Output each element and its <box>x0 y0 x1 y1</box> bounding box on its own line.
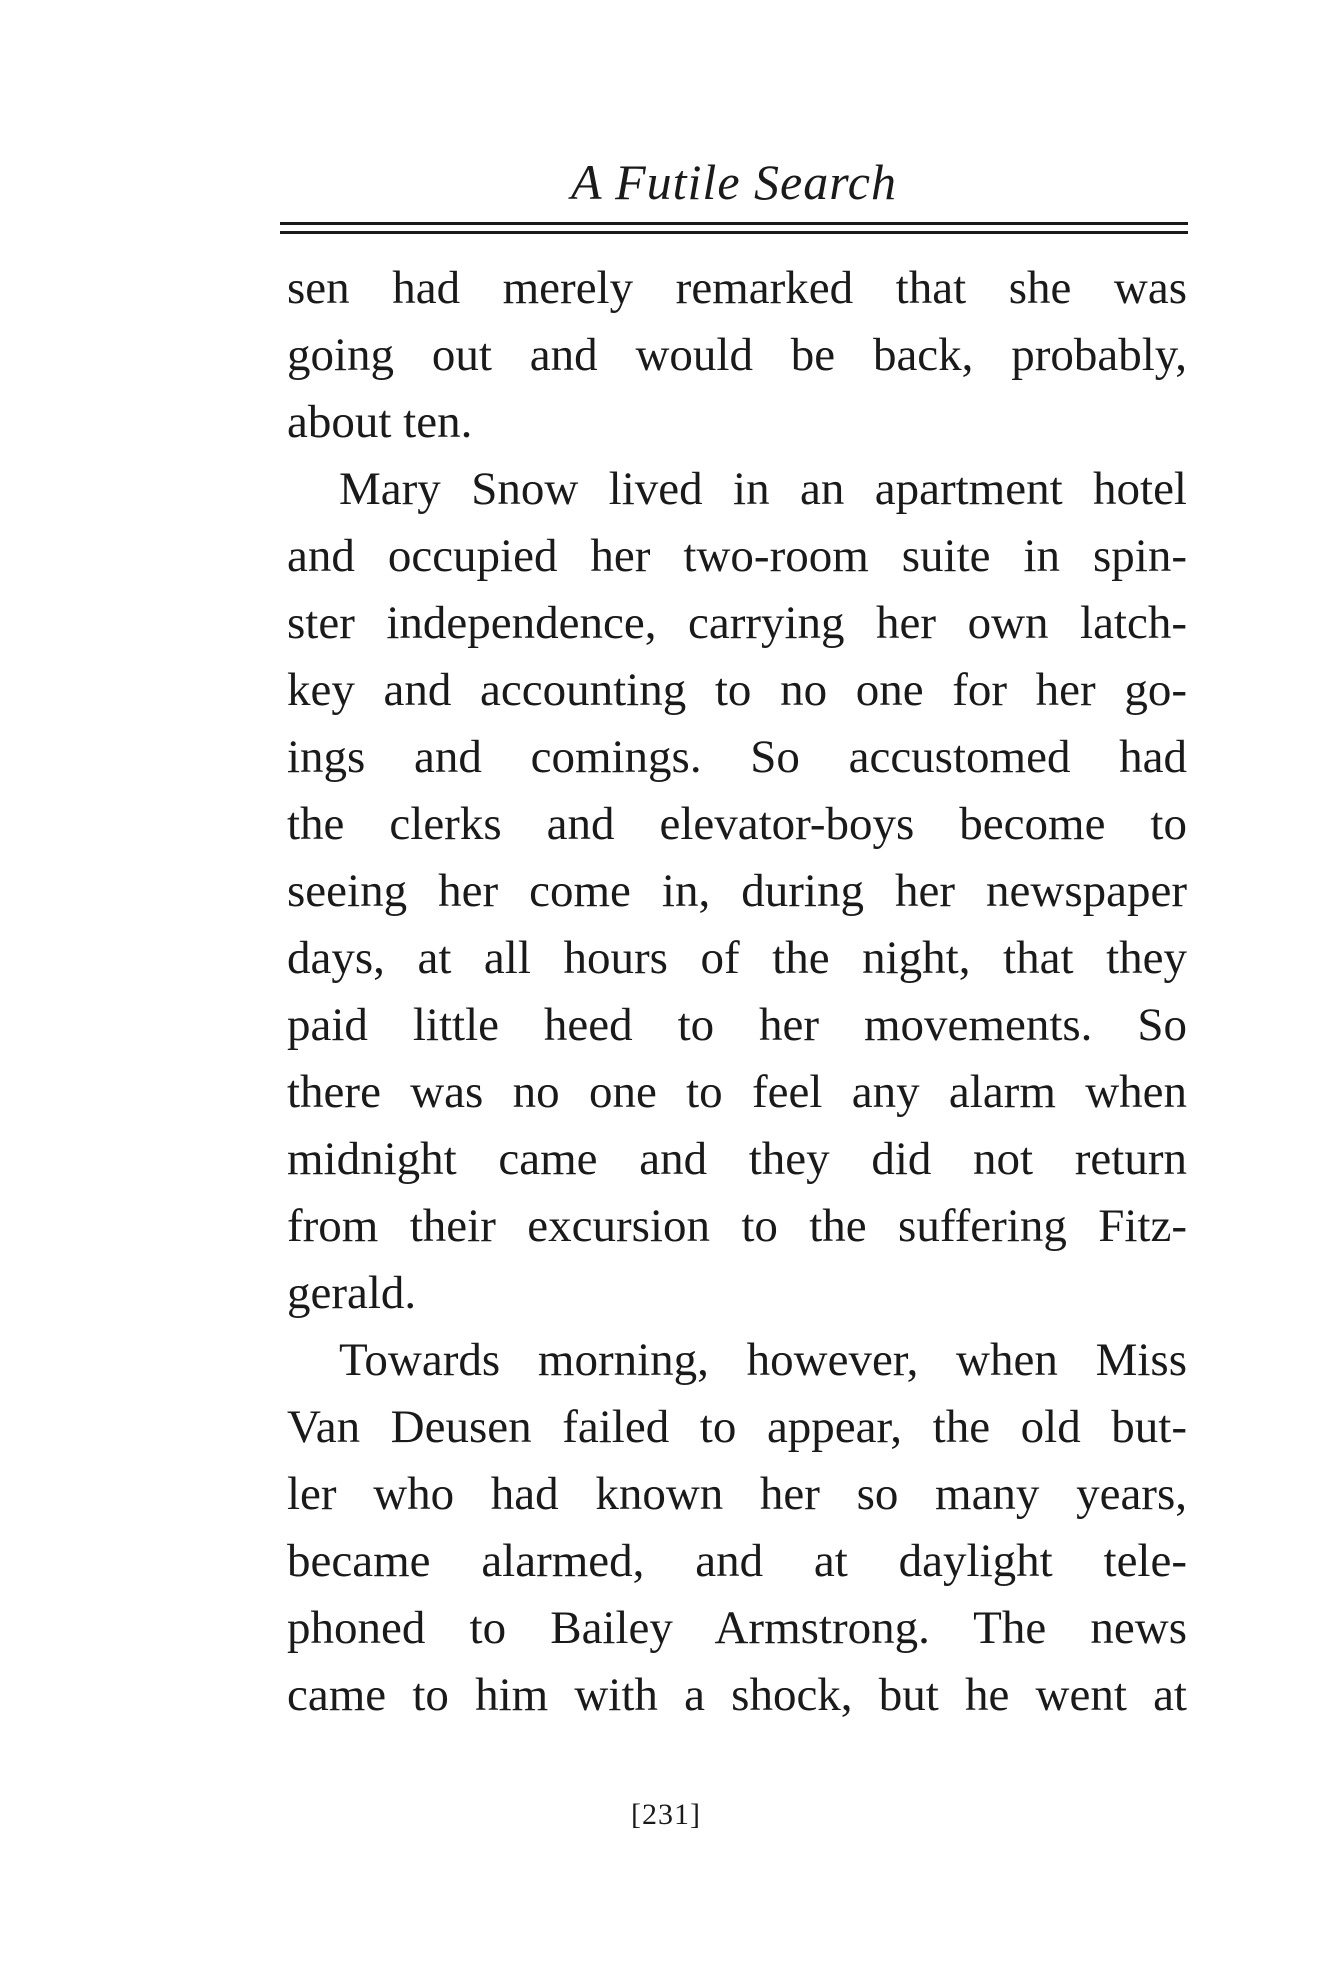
text-line: days, at all hours of the night, that they <box>287 932 1187 984</box>
text-line: Towards morning, however, when Miss <box>339 1334 1187 1386</box>
text-line: from their excursion to the suffering Fitz- <box>287 1200 1187 1252</box>
text-line: about ten. <box>287 396 473 448</box>
text-line: the clerks and elevator-boys become to <box>287 798 1187 850</box>
text-line: paid little heed to her movements. So <box>287 999 1187 1051</box>
text-line: gerald. <box>287 1267 417 1319</box>
text-line: phoned to Bailey Armstrong. The news <box>287 1602 1187 1654</box>
page-number: [231] <box>631 1798 701 1831</box>
header-rule-top <box>280 222 1188 225</box>
text-line: came to him with a shock, but he went at <box>287 1669 1187 1721</box>
text-line: ings and comings. So accustomed had <box>287 731 1187 783</box>
text-line: sen had merely remarked that she was <box>287 262 1187 314</box>
body-text <box>287 255 1187 1729</box>
text-line: ler who had known her so many years, <box>287 1468 1187 1520</box>
text-line: Van Deusen failed to appear, the old but- <box>287 1401 1187 1453</box>
running-head: A Futile Search <box>570 154 898 210</box>
text-line: there was no one to feel any alarm when <box>287 1066 1187 1118</box>
text-line: Mary Snow lived in an apartment hotel <box>339 463 1187 515</box>
text-line: and occupied her two-room suite in spin- <box>287 530 1187 582</box>
text-line: key and accounting to no one for her go- <box>287 664 1187 716</box>
text-line: midnight came and they did not return <box>287 1133 1187 1185</box>
header-rule-bottom <box>280 231 1188 234</box>
text-line: going out and would be back, probably, <box>287 329 1187 381</box>
text-line: became alarmed, and at daylight tele- <box>287 1535 1187 1587</box>
text-line: ster independence, carrying her own latch- <box>287 597 1187 649</box>
text-line: seeing her come in, during her newspaper <box>287 865 1187 917</box>
